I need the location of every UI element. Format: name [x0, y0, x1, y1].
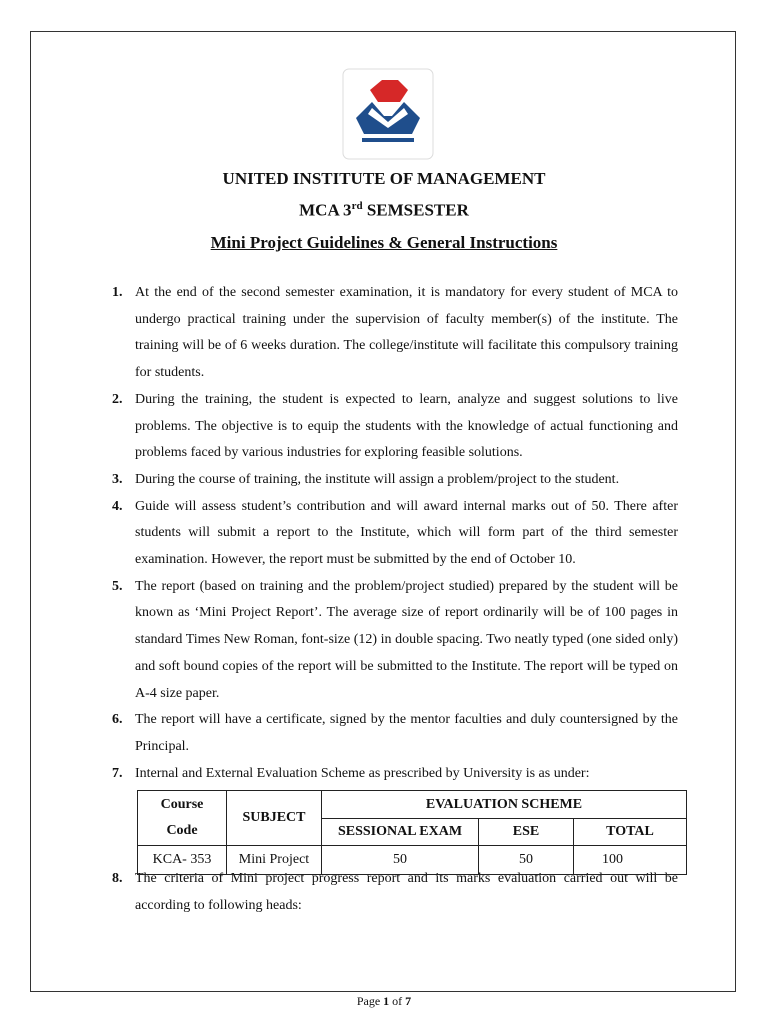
- document-subtitle: Mini Project Guidelines & General Instructions: [210, 233, 558, 252]
- list-item: 4. Guide will assess student’s contribution and will award internal marks out of 50. There after students will submit a report to the Institute, which will form part of the third semester examination. However, the report must be submitted by the end of October 10.: [112, 498, 678, 568]
- ese-header: ESE: [479, 819, 574, 846]
- total-header: TOTAL: [574, 819, 687, 846]
- page-footer: Page 1 of 7: [356, 994, 412, 1008]
- institute-name: UNITED INSTITUTE OF MANAGEMENT: [222, 169, 546, 188]
- sessional-header: SESSIONAL EXAM: [322, 819, 479, 846]
- list-item: 7. Internal and External Evaluation Scheme as prescribed by University is as under:: [112, 765, 590, 781]
- list-item: 6. The report will have a certificate, signed by the mentor faculties and duly countersigned by the Principal.: [112, 712, 678, 754]
- course-title: MCA 3rd SEMSESTER: [299, 200, 469, 220]
- list-item: 2. During the training, the student is expected to learn, analyze and suggest solutions to live problems. The objective is to equip the students with the knowledge of actual functioning and problems faced by various industries for exploring feasible solutions.: [112, 391, 678, 461]
- course-code-cell: KCA- 353: [138, 846, 227, 875]
- evaluation-scheme-header: EVALUATION SCHEME: [322, 791, 687, 819]
- table-row: [138, 846, 687, 875]
- course-code-header: Course Code: [138, 791, 227, 846]
- subject-cell: Mini Project: [227, 846, 322, 875]
- list-item: 5. The report (based on training and the problem/project studied) prepared by the student will be known as ‘Mini Project Report’. The average size of report ordinarily will be of 100 pages in standard Times New Roman, font-size (12) in double spacing. Two neatly typed (one sided only) and soft bound copies of the report will be submitted to the Institute. The report will be typed on A-4 size paper.: [112, 578, 678, 701]
- evaluation-table: [137, 790, 687, 875]
- list-item: 1. At the end of the second semester examination, it is mandatory for every student of MCA to undergo practical training under the supervision of faculty member(s) of the institute. The training will be of 6 weeks duration. The college/institute will facilitate this compulsory training for students.: [112, 285, 678, 381]
- list-item: 8. The criteria of Mini project progress report and its marks evaluation carried out will be according to following heads:: [112, 871, 678, 914]
- total-cell: 100: [574, 846, 687, 875]
- ese-cell: 50: [479, 846, 574, 875]
- institute-logo: [342, 68, 434, 160]
- sessional-cell: 50: [322, 846, 479, 875]
- list-item: 3. During the course of training, the institute will assign a problem/project to the student.: [112, 471, 620, 487]
- subject-header: SUBJECT: [227, 791, 322, 846]
